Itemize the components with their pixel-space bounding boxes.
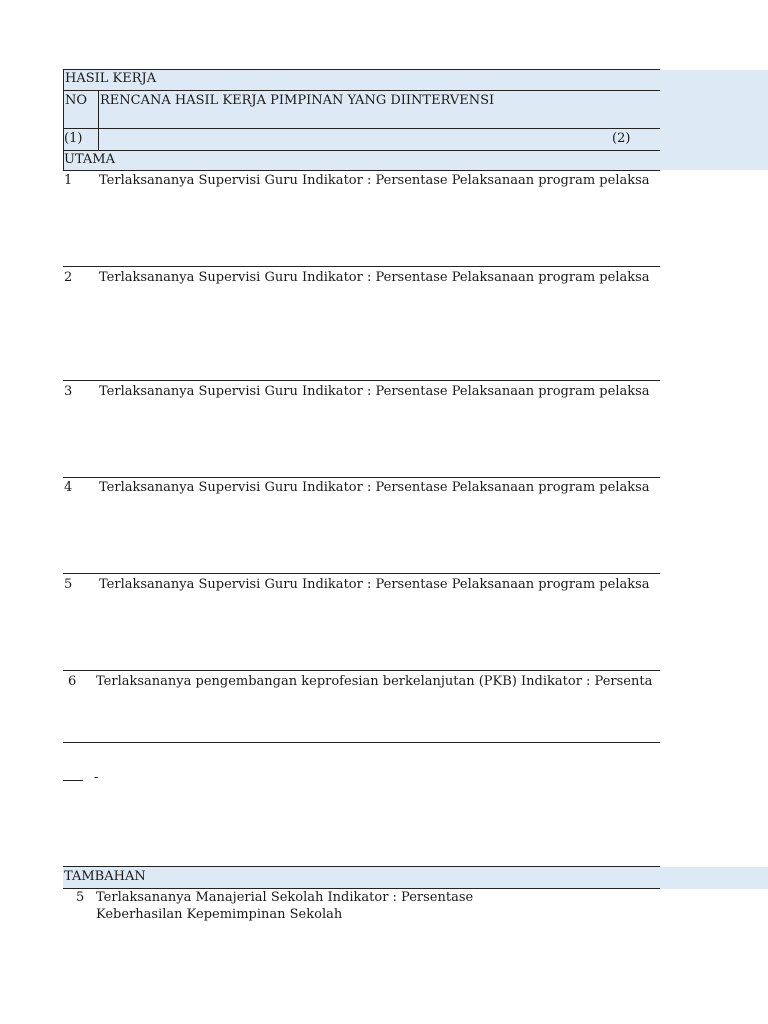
row-number: 4 [64, 480, 73, 495]
row-number: 6 [68, 674, 77, 689]
header-divider [63, 150, 660, 151]
column-header-plan: RENCANA HASIL KERJA PIMPINAN YANG DIINTERVENSI [100, 93, 495, 108]
section-title: HASIL KERJA [65, 71, 157, 86]
stray-dash: - [94, 770, 99, 785]
header-divider [63, 90, 660, 91]
row-number: 5 [64, 577, 73, 592]
table-top-border [63, 69, 660, 70]
tambahan-label: TAMBAHAN [64, 869, 146, 884]
row-text: Terlaksananya pengembangan keprofesian berkelanjutan (PKB) Indikator : Persenta [96, 674, 653, 689]
row-divider [63, 266, 660, 267]
row-text: Terlaksananya Supervisi Guru Indikator : Persentase Pelaksanaan program pelaksa [99, 173, 650, 188]
row-divider [63, 742, 660, 743]
header-divider [63, 170, 660, 171]
column-header-no: NO [65, 93, 88, 108]
tambahan-right-panel [660, 867, 768, 889]
row-number: 1 [64, 173, 73, 188]
tambahan-top-border [63, 866, 660, 867]
column-divider [98, 90, 99, 151]
row-number: 2 [64, 270, 73, 285]
column-index-plan: (2) [612, 131, 631, 146]
right-panel [660, 70, 768, 170]
row-text-line2: Keberhasilan Kepemimpinan Sekolah [96, 907, 343, 922]
row-number: 3 [64, 384, 73, 399]
row-divider [63, 380, 660, 381]
row-divider [63, 573, 660, 574]
header-divider [63, 128, 660, 129]
utama-label: UTAMA [64, 152, 116, 167]
tambahan-band [63, 867, 660, 889]
row-text: Terlaksananya Supervisi Guru Indikator : Persentase Pelaksanaan program pelaksa [99, 577, 650, 592]
row-divider [63, 477, 660, 478]
row-text: Terlaksananya Supervisi Guru Indikator : Persentase Pelaksanaan program pelaksa [99, 270, 650, 285]
row-divider [63, 670, 660, 671]
tambahan-bottom-border [63, 888, 660, 889]
row-text: Terlaksananya Supervisi Guru Indikator : Persentase Pelaksanaan program pelaksa [99, 384, 650, 399]
row-text: Terlaksananya Supervisi Guru Indikator : Persentase Pelaksanaan program pelaksa [99, 480, 650, 495]
column-index-no: (1) [64, 131, 83, 146]
short-rule [63, 780, 83, 781]
row-number: 5 [76, 890, 85, 905]
row-text-line1: Terlaksananya Manajerial Sekolah Indikator : Persentase [96, 890, 474, 905]
